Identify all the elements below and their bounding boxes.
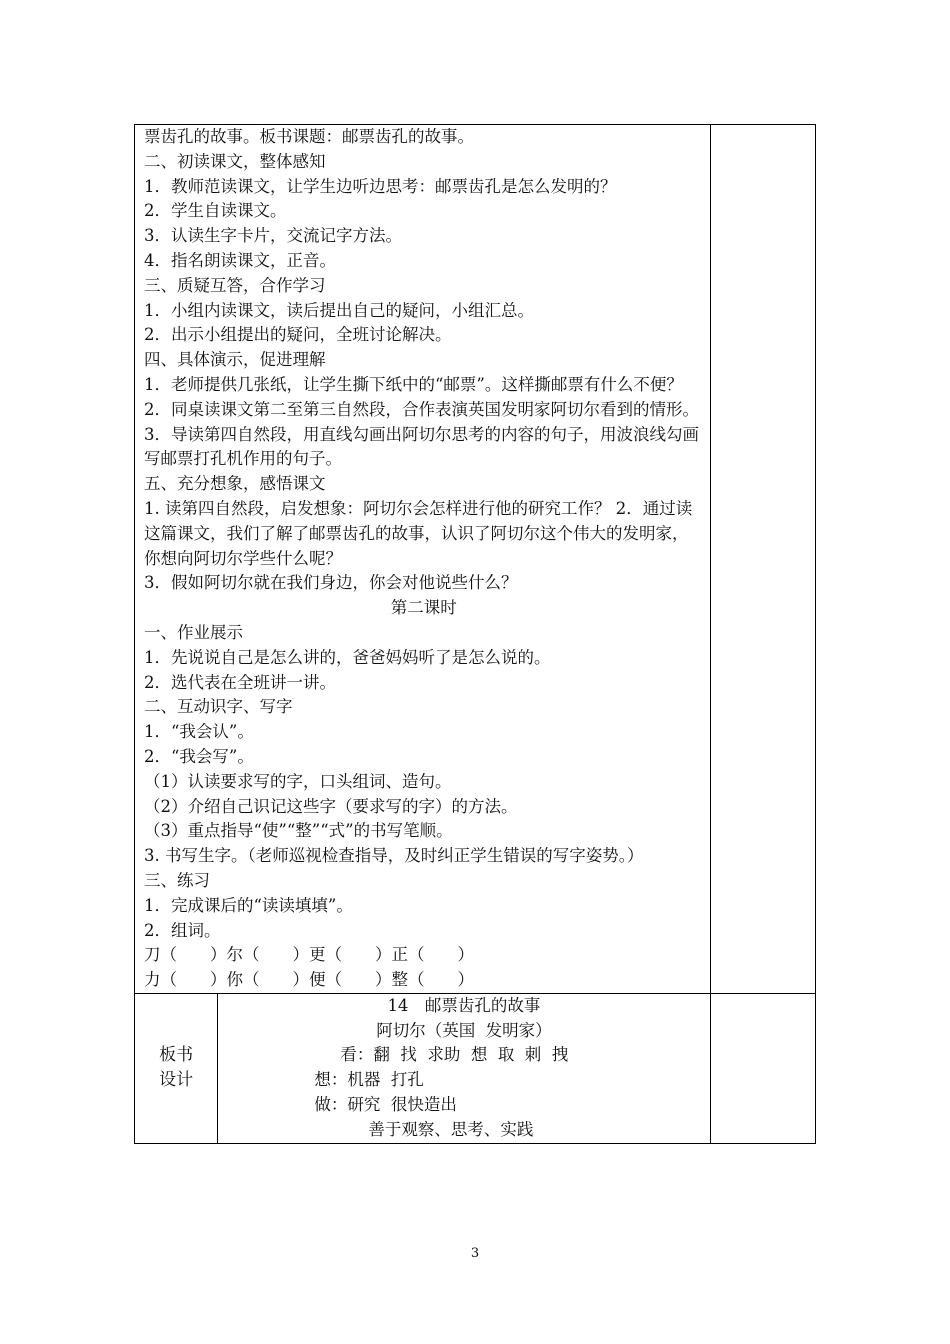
lesson-line: 1. 读第四自然段，启发想象：阿切尔会怎样进行他的研究工作？ 2．通过读这篇课文，我们了解了邮票齿孔的故事，认识了阿切尔这个伟大的发明家，你想向阿切尔学些什么呢？ [144,498,693,568]
notes-cell [710,125,815,994]
lesson-line: 2．出示小组提出的疑问，全班讨论解决。 [144,325,452,345]
board-design-label: 设计 [159,1070,194,1091]
lesson-line: 2．同桌读课文第二至第三自然段，合作表演英国发明家阿切尔看到的情形。 [144,399,699,419]
board-line: 阿切尔（英国 发明家） [376,1020,552,1040]
lesson-line: 2．组词。 [144,920,221,940]
lesson-line: 3. 书写生字。（老师巡视检查指导，及时纠正学生错误的写字姿势。） [144,846,644,866]
lesson-content-row [135,125,816,994]
lesson-line: （3）重点指导“使”“整”“式”的书写笔顺。 [144,821,453,841]
lesson-line: 3．认读生字卡片，交流记字方法。 [144,226,402,246]
board-notes-cell [710,993,815,1143]
board-line: 做：研究 很快造出 [314,1095,457,1115]
lesson-line: 3．导读第四自然段，用直线勾画出阿切尔思考的内容的句子，用波浪线勾画写邮票打孔机作用的句子。 [144,424,699,469]
lesson-line: 2．“我会写”。 [144,746,254,766]
lesson-line: 一、作业展示 [144,622,243,642]
board-line: 善于观察、思考、实践 [368,1119,534,1139]
board-design [218,994,709,1143]
page-number: 3 [470,1246,480,1261]
lesson-line: 4．指名朗读课文，正音。 [144,250,336,270]
lesson-line: 票齿孔的故事。板书课题：邮票齿孔的故事。 [144,127,474,146]
lesson-line: 二、初读课文，整体感知 [144,151,326,171]
lesson-content-cell [135,125,711,994]
board-design-label: 板书 [159,1045,194,1066]
lesson-line: 1．教师范读课文，让学生边听边思考：邮票齿孔是怎么发明的？ [144,176,617,196]
board-title: 14 邮票齿孔的故事 [387,995,541,1015]
lesson-plan-table [134,124,816,1144]
board-line: 看：翻 找 求助 想 取 刺 拽 [340,1045,569,1065]
lesson-line: 三、质疑互答，合作学习 [144,275,326,295]
board-design-label-cell [135,993,218,1143]
board-design-row [135,993,816,1143]
lesson-line: 3．假如阿切尔就在我们身边，你会对他说些什么？ [144,573,518,593]
lesson-line: 三、练习 [144,870,210,890]
lesson-line: 1．先说说自己是怎么讲的，爸爸妈妈听了是怎么说的。 [144,647,551,667]
word-fill-row: 力（ ）你（ ）便（ ）整（ ） [144,970,474,990]
second-lesson-title: 第二课时 [390,598,457,618]
lesson-line: 1．小组内读课文，读后提出自己的疑问，小组汇总。 [144,300,534,320]
lesson-line: 五、充分想象，感悟课文 [144,474,326,494]
lesson-content [135,125,710,993]
word-fill-row: 刀（ ）尔（ ）更（ ）正（ ） [144,945,474,965]
lesson-line: 四、具体演示，促进理解 [144,350,326,370]
lesson-line: 2．选代表在全班讲一讲。 [144,672,336,692]
lesson-line: 2．学生自读课文。 [144,201,287,221]
lesson-line: （2）介绍自己识记这些字（要求写的字）的方法。 [144,796,518,816]
lesson-line: （1）认读要求写的字，口头组词、造句。 [144,771,452,791]
board-design-cell [218,993,710,1143]
lesson-line: 1．老师提供几张纸，让学生撕下纸中的“邮票”。这样撕邮票有什么不便？ [144,374,683,394]
lesson-line: 二、互动识字、写字 [144,697,293,717]
lesson-line: 1．完成课后的“读读填填”。 [144,895,353,915]
lesson-line: 1．“我会认”。 [144,722,254,742]
board-line: 想：机器 打孔 [314,1070,424,1090]
